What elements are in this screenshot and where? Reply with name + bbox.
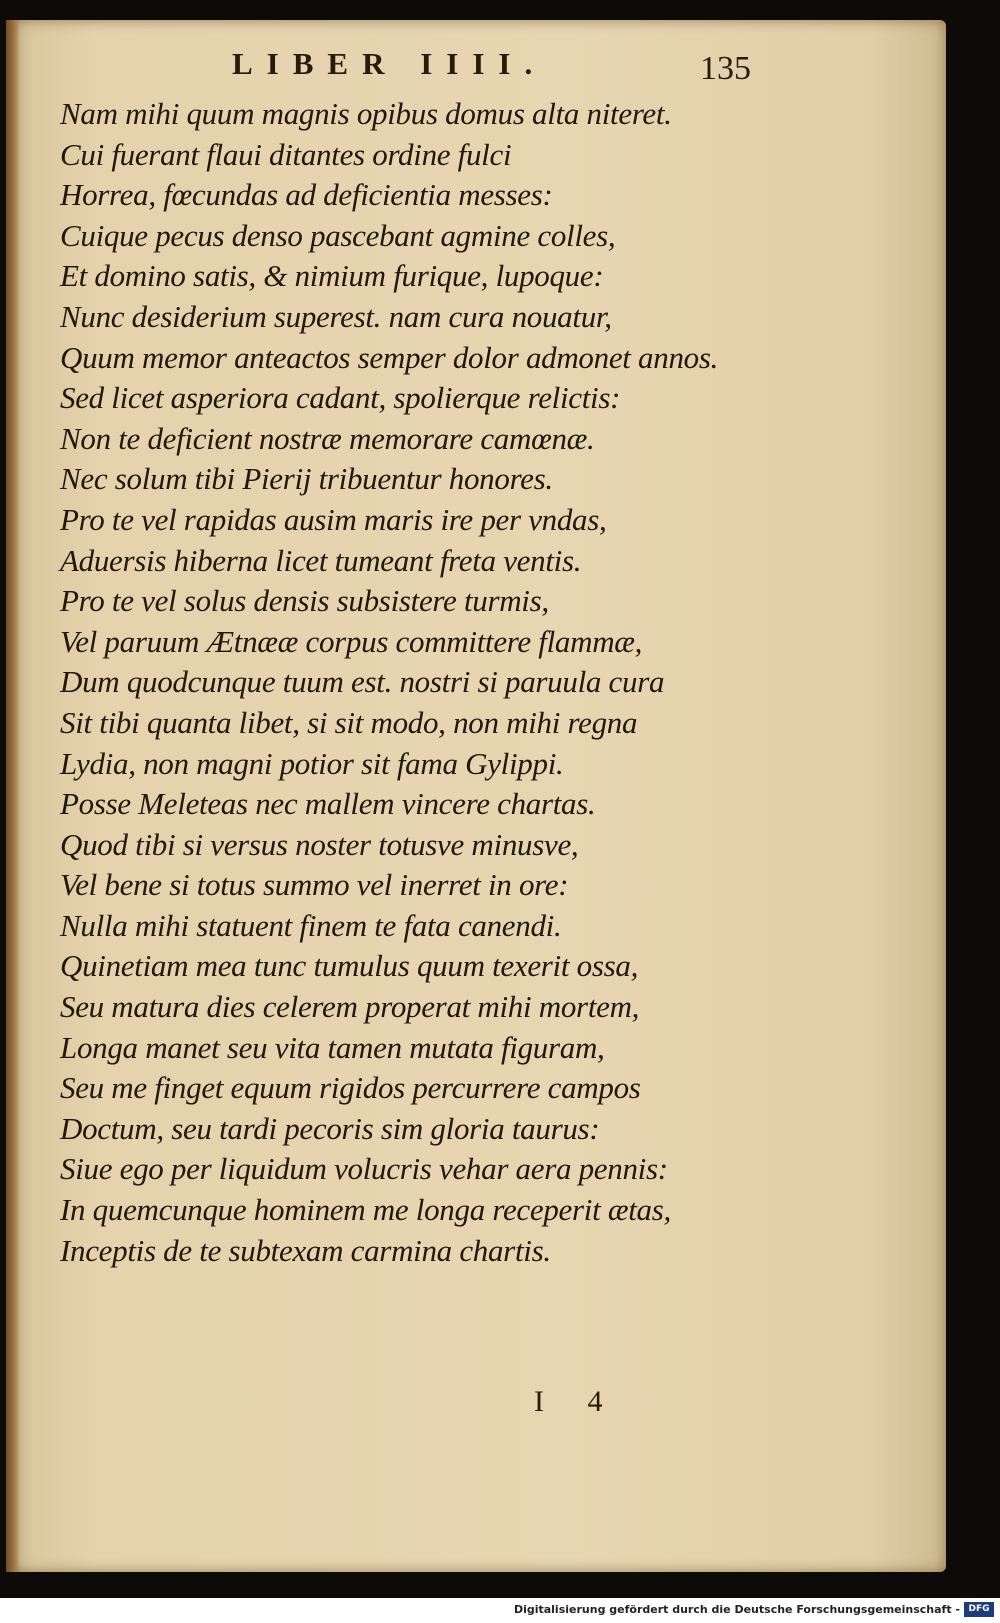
verse-line: Nec solum tibi Pierij tribuentur honores. <box>60 461 553 497</box>
verse-line: Seu matura dies celerem properat mihi mortem, <box>60 989 640 1025</box>
verse-line: Sed licet asperiora cadant, spolierque relictis: <box>60 380 621 416</box>
page-number: 135 <box>700 50 751 87</box>
verse-line: Quinetiam mea tunc tumulus quum texerit ossa, <box>60 948 639 984</box>
verse-line: In quemcunque hominem me longa receperit ætas, <box>60 1192 671 1228</box>
verse-line: Longa manet seu vita tamen mutata figuram, <box>60 1029 605 1065</box>
verse-line: Siue ego per liquidum volucris vehar aera pennis: <box>60 1151 668 1187</box>
verse-line: Posse Meleteas nec mallem vincere chartas. <box>60 786 596 822</box>
verse-line: Inceptis de te subtexam carmina chartis. <box>60 1232 551 1268</box>
verse-line: Cuique pecus denso pascebant agmine colles, <box>60 217 616 253</box>
verse-line: Vel bene si totus summo vel inerret in ore: <box>60 867 569 903</box>
verse-block <box>60 94 936 1271</box>
verse-line: Nulla mihi statuent finem te fata canendi. <box>60 907 562 943</box>
dfg-logo-icon: DFG <box>964 1602 994 1617</box>
verse-line: Nam mihi quum magnis opibus domus alta niteret. <box>60 96 672 131</box>
verse-line: Seu me finget equum rigidos percurrere campos <box>60 1070 641 1106</box>
verse-line: Horrea, fœcundas ad deficientia messes: <box>60 177 553 213</box>
verse-line: Pro te vel solus densis subsistere turmis, <box>60 583 549 619</box>
verse-line: Dum quodcunque tuum est. nostri si paruula cura <box>60 664 665 700</box>
verse-line: Cui fuerant flaui ditantes ordine fulci <box>60 136 512 172</box>
funding-credit: Digitalisierung gefördert durch die Deutsche Forschungsgemeinschaft - <box>513 1603 960 1616</box>
verse-line: Nunc desiderium superest. nam cura nouatur, <box>60 298 612 334</box>
verse-line: Quum memor anteactos semper dolor admonet annos. <box>60 339 719 375</box>
book-page <box>6 20 946 1572</box>
verse-line: Doctum, seu tardi pecoris sim gloria taurus: <box>60 1110 600 1146</box>
verse-line: Et domino satis, & nimium furique, lupoque: <box>60 258 604 294</box>
page-header <box>6 46 946 90</box>
verse-line: Aduersis hiberna licet tumeant freta ventis. <box>60 542 582 578</box>
verse-line: Vel paruum Ætnææ corpus committere flammæ, <box>60 623 643 659</box>
verse-line: Quod tibi si versus noster totusve minusve, <box>60 826 579 862</box>
verse-line: Non te deficient nostræ memorare camœnæ. <box>60 420 595 456</box>
page-gutter <box>6 20 20 1572</box>
digitization-footer <box>0 1598 1000 1623</box>
verse-line: Sit tibi quanta libet, si sit modo, non mihi regna <box>60 704 638 740</box>
running-title: LIBER IIII. <box>232 46 547 81</box>
signature-mark: I 4 <box>534 1385 621 1418</box>
verse-line: Lydia, non magni potior sit fama Gylippi. <box>60 745 564 781</box>
verse-line: Pro te vel rapidas ausim maris ire per vndas, <box>60 501 607 537</box>
